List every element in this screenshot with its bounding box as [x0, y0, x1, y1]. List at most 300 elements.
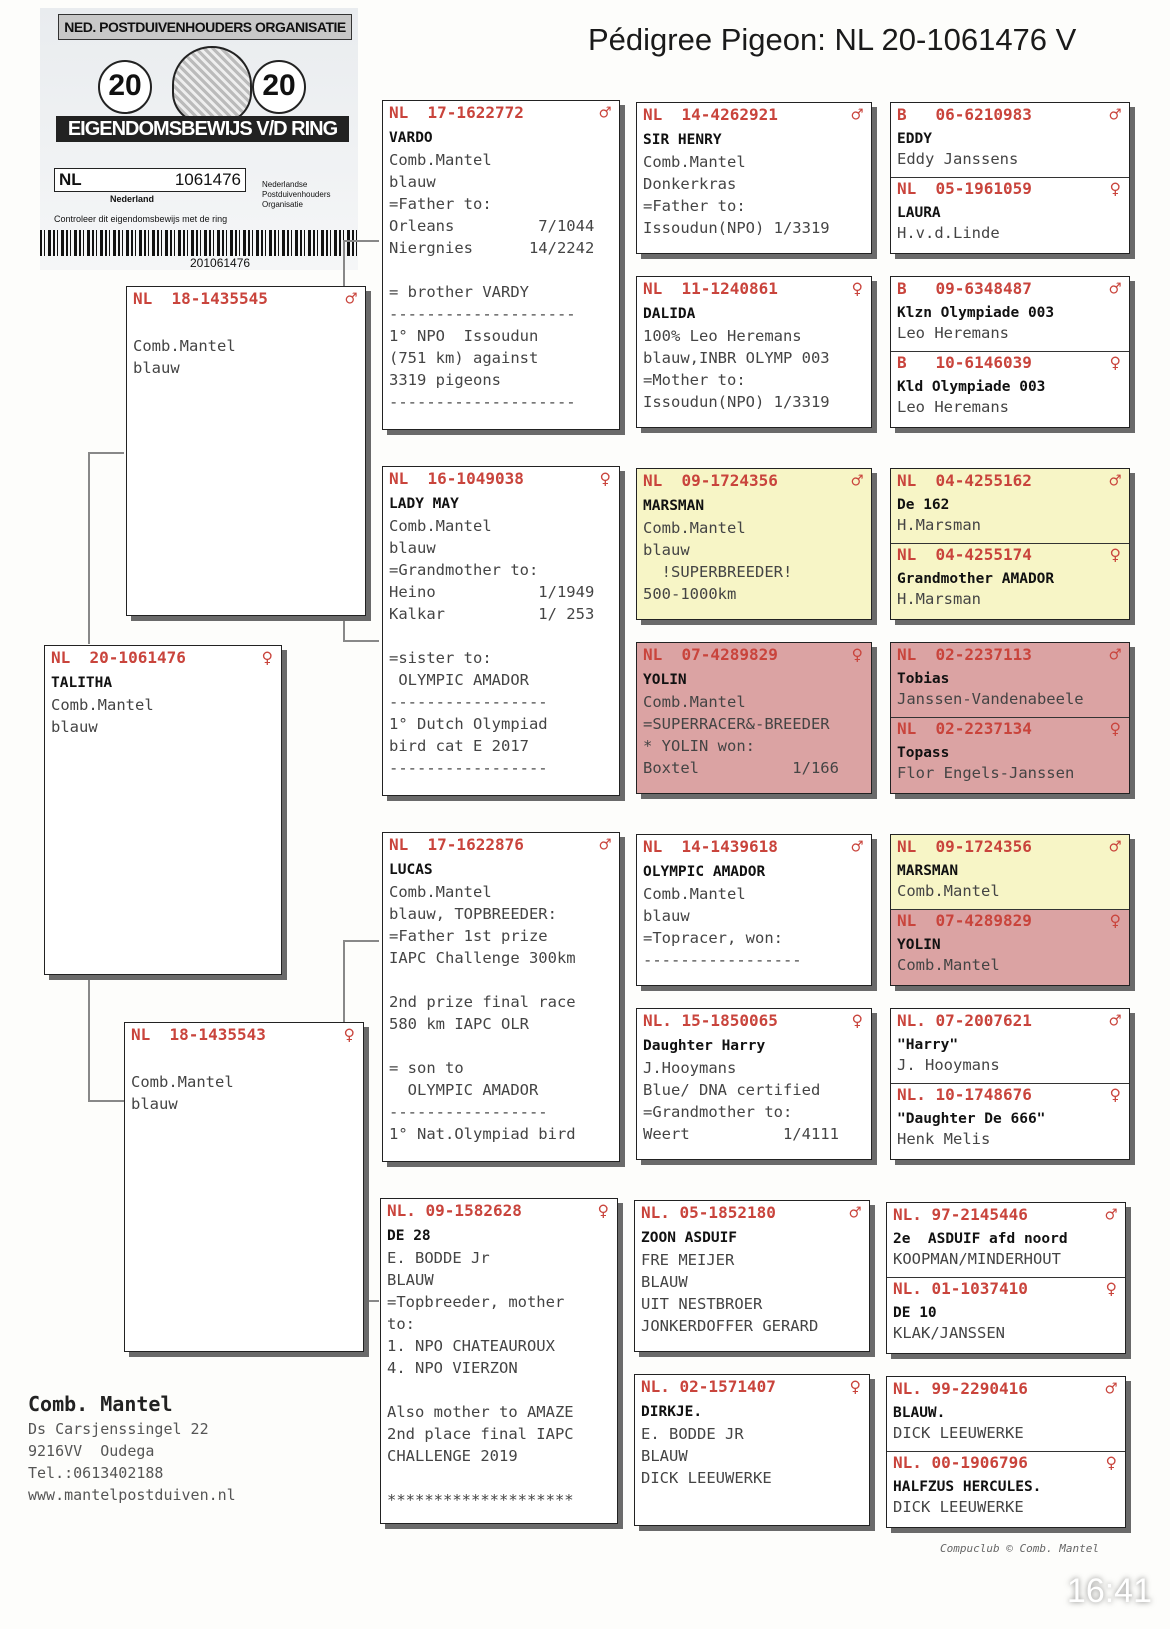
pigeon-detail-line: blauw [51, 718, 98, 736]
pigeon-detail-line: J. Hooymans [897, 1056, 1000, 1074]
pedigree-card-mfm [636, 1008, 872, 1160]
pigeon-detail-line: ----------------- [389, 693, 548, 711]
ring-label: B 06-6210983 [897, 105, 1032, 124]
pigeon-detail-line: blauw, TOPBREEDER: [389, 905, 557, 923]
pigeon-name: De 162 [897, 497, 950, 513]
pigeon-detail-line: bird cat E 2017 [389, 737, 529, 755]
pigeon-detail-line: Comb.Mantel [643, 153, 746, 171]
page-title: Pédigree Pigeon: NL 20-1061476 V [588, 22, 1077, 57]
pigeon-detail-line: 1° Dutch Olympiad [389, 715, 548, 733]
sex-icon: ♂ [851, 104, 863, 126]
pigeon-detail-line: blauw,INBR OLYMP 003 [643, 349, 830, 367]
pigeon-detail-line: DICK LEEUWERKE [893, 1424, 1024, 1442]
pigeon-detail-line: blauw [389, 539, 436, 557]
pigeon-detail-line: Comb.Mantel [643, 519, 746, 537]
pigeon-name: Klzn Olympiade 003 [897, 305, 1055, 321]
sex-icon: ♀ [261, 647, 273, 669]
ring-label: NL 18-1435543 [131, 1025, 266, 1044]
pedigree-card-mmm [634, 1374, 870, 1526]
ring-number [893, 1453, 1117, 1475]
pigeon-detail-line: FRE MEIJER [641, 1251, 735, 1269]
pigeon-detail-line: Boxtel 1/166 [643, 759, 839, 777]
sex-icon: ♂ [1109, 836, 1121, 858]
pigeon-entry [891, 1009, 1129, 1083]
certificate-npo-text: Nederlandse Postduivenhouders Organisatie [262, 180, 331, 209]
ring-label: NL 05-1961059 [897, 179, 1032, 198]
pigeon-detail-line: 100% Leo Heremans [643, 327, 802, 345]
pigeon-detail-line: (751 km) against [389, 349, 539, 367]
pigeon-detail-line: blauw [389, 173, 436, 191]
pedigree-card-father [126, 286, 366, 616]
pedigree-pair-card [886, 1202, 1126, 1354]
certificate-year-left: 20 [98, 60, 152, 114]
pigeon-entry [891, 643, 1129, 717]
sex-icon: ♂ [1105, 1204, 1117, 1226]
pedigree-pair-card [890, 276, 1130, 428]
pedigree-card-fm [382, 466, 620, 796]
sex-icon: ♀ [1109, 718, 1121, 740]
ring-number [893, 1279, 1117, 1301]
ring-label: NL 20-1061476 [51, 648, 186, 667]
sex-icon: ♀ [1109, 910, 1121, 932]
pedigree-card-fmm [636, 642, 872, 794]
pigeon-detail-line: -------------------- [389, 393, 576, 411]
sex-icon: ♀ [851, 1010, 863, 1032]
certificate-check-text: Controleer dit eigendomsbewijs met de ring [54, 214, 228, 224]
pigeon-detail-line: 2nd place final IAPC [387, 1425, 574, 1443]
pigeon-name: EDDY [897, 131, 932, 147]
ring-label: NL. 97-2145446 [893, 1205, 1028, 1224]
pigeon-entry [887, 1377, 1125, 1451]
pigeon-detail-line: blauw [133, 359, 180, 377]
pigeon-entry [383, 833, 619, 1163]
pigeon-detail-line: = brother VARDY [389, 283, 529, 301]
pedigree-pair-card [890, 834, 1130, 986]
pigeon-detail-line: Comb.Mantel [389, 883, 492, 901]
pigeon-entry [383, 101, 619, 431]
sex-icon: ♀ [1109, 352, 1121, 374]
pigeon-detail-line: !SUPERBREEDER! [643, 563, 793, 581]
pigeon-detail-line: =Topracer, won: [643, 929, 783, 947]
pigeon-entry [891, 543, 1129, 617]
ring-number [897, 179, 1121, 201]
ring-number [643, 105, 863, 127]
pigeon-detail-line: =sister to: [389, 649, 492, 667]
pigeon-detail-line: Comb.Mantel [131, 1073, 234, 1091]
sex-icon: ♂ [1109, 644, 1121, 666]
pigeon-name: Grandmother AMADOR [897, 571, 1055, 587]
ring-label: NL. 09-1582628 [387, 1201, 522, 1220]
pigeon-detail-line: 3319 pigeons [389, 371, 501, 389]
pigeon-detail-line: =Mother to: [643, 371, 746, 389]
pigeon-entry [383, 467, 619, 797]
pigeon-detail-line [389, 625, 613, 647]
pigeon-name: LADY MAY [389, 496, 459, 512]
pigeon-detail-line: 500-1000km [643, 585, 737, 603]
pigeon-detail-line: Comb.Mantel [897, 882, 1000, 900]
pigeon-detail-line: DICK LEEUWERKE [641, 1469, 772, 1487]
pigeon-detail-line: 1° Nat.Olympiad bird [389, 1125, 576, 1143]
pigeon-name: "Harry" [897, 1037, 959, 1053]
ring-number [897, 471, 1121, 493]
pigeon-detail-line: Orleans 7/1044 [389, 217, 595, 235]
pigeon-entry [635, 1201, 869, 1353]
pigeon-name: Topass [897, 745, 950, 761]
pedigree-card-mother [124, 1022, 364, 1352]
pigeon-detail-line [387, 1467, 611, 1489]
pigeon-detail-line: CHALLENGE 2019 [387, 1447, 518, 1465]
pigeon-detail-line: IAPC Challenge 300km [389, 949, 576, 967]
certificate-org: NED. POSTDUIVENHOUDERS ORGANISATIE [58, 14, 352, 40]
lion-crest-icon [172, 46, 252, 124]
pigeon-detail-line: Heino 1/1949 [389, 583, 595, 601]
pigeon-detail-line: 580 km IAPC OLR [389, 1015, 529, 1033]
ring-label: NL 14-1439618 [643, 837, 778, 856]
sex-icon: ♂ [345, 288, 357, 310]
sex-icon: ♂ [1109, 278, 1121, 300]
pigeon-detail-line: blauw [131, 1095, 178, 1113]
ring-label: NL. 07-2007621 [897, 1011, 1032, 1030]
pigeon-detail-line: Issoudun(NPO) 1/3319 [643, 219, 830, 237]
pigeon-detail-line: J.Hooymans [643, 1059, 737, 1077]
ring-number [897, 545, 1121, 567]
ring-number [893, 1205, 1117, 1227]
ring-number [389, 835, 611, 857]
ring-number [387, 1201, 609, 1223]
pedigree-pair-card [890, 1008, 1130, 1160]
pigeon-entry [891, 351, 1129, 425]
ring-number [389, 469, 611, 491]
pigeon-detail-line: E. BODDE JR [641, 1425, 744, 1443]
sex-icon: ♀ [1109, 1084, 1121, 1106]
ring-label: NL. 15-1850065 [643, 1011, 778, 1030]
pigeon-entry [45, 646, 281, 976]
sex-icon: ♂ [599, 834, 611, 856]
pigeon-entry [891, 469, 1129, 543]
pigeon-detail-line: Henk Melis [897, 1130, 991, 1148]
pigeon-entry [891, 717, 1129, 791]
pigeon-name: Kld Olympiade 003 [897, 379, 1046, 395]
ring-number [897, 1011, 1121, 1033]
pigeon-detail-line: UIT NESTBROER [641, 1295, 763, 1313]
pigeon-detail-line: BLAUW [387, 1271, 434, 1289]
ring-label: NL. 01-1037410 [893, 1279, 1028, 1298]
pigeon-entry [887, 1203, 1125, 1277]
pigeon-entry [891, 1083, 1129, 1157]
pigeon-detail-line: ----------------- [643, 951, 802, 969]
pigeon-detail-line: ******************** [387, 1491, 574, 1509]
pigeon-detail-line: Leo Heremans [897, 324, 1009, 342]
pigeon-entry [637, 835, 871, 987]
pigeon-detail-line: Comb.Mantel [389, 151, 492, 169]
pigeon-detail-line: to: [387, 1315, 415, 1333]
pigeon-detail-line: Comb.Mantel [897, 956, 1000, 974]
pigeon-name: VARDO [389, 130, 433, 146]
pigeon-detail-line: DICK LEEUWERKE [893, 1498, 1024, 1516]
pigeon-name: Daughter Harry [643, 1038, 766, 1054]
pedigree-card-ff [382, 100, 620, 430]
sex-icon: ♂ [599, 102, 611, 124]
ring-number [389, 103, 611, 125]
pigeon-detail-line: KLAK/JANSSEN [893, 1324, 1005, 1342]
sex-icon: ♀ [1109, 178, 1121, 200]
pigeon-name: SIR HENRY [643, 132, 722, 148]
breeder-website[interactable]: www.mantelpostduiven.nl [28, 1486, 236, 1504]
pigeon-name: DIRKJE. [641, 1404, 703, 1420]
pigeon-detail-line: Comb.Mantel [51, 696, 154, 714]
ring-label: NL. 00-1906796 [893, 1453, 1028, 1472]
ring-number [643, 645, 863, 667]
ring-label: NL 17-1622876 [389, 835, 524, 854]
pigeon-detail-line: BLAUW [641, 1273, 688, 1291]
ring-number [897, 1085, 1121, 1107]
pedigree-card-mf [382, 832, 620, 1162]
ring-number [643, 837, 863, 859]
ring-label: NL. 99-2290416 [893, 1379, 1028, 1398]
pigeon-detail-line: E. BODDE Jr [387, 1249, 490, 1267]
ring-number [643, 1011, 863, 1033]
ring-label: NL 09-1724356 [643, 471, 778, 490]
sex-icon: ♀ [1105, 1452, 1117, 1474]
pigeon-detail-line: =SUPERRACER&-BREEDER [643, 715, 830, 733]
ring-number [897, 837, 1121, 859]
pigeon-entry [887, 1451, 1125, 1525]
ring-label: NL 04-4255162 [897, 471, 1032, 490]
pigeon-detail-line: = son to [389, 1059, 464, 1077]
certificate-country: NL [59, 170, 82, 189]
pigeon-detail-line: KOOPMAN/MINDERHOUT [893, 1250, 1061, 1268]
pigeon-name: "Daughter De 666" [897, 1111, 1046, 1127]
pedigree-card-fff [636, 102, 872, 254]
ring-label: NL. 10-1748676 [897, 1085, 1032, 1104]
pigeon-name: YOLIN [643, 672, 687, 688]
pigeon-name: BLAUW. [893, 1405, 946, 1421]
pigeon-detail-line: =Father to: [643, 197, 746, 215]
pedigree-pair-card [886, 1376, 1126, 1528]
pigeon-detail-line: ----------------- [389, 1103, 548, 1121]
pigeon-detail-line: 1. NPO CHATEAUROUX [387, 1337, 555, 1355]
sex-icon: ♀ [849, 1376, 861, 1398]
pigeon-detail-line: =Topbreeder, mother [387, 1293, 565, 1311]
pigeon-name: TALITHA [51, 675, 113, 691]
pigeon-detail-line: =Father 1st prize [389, 927, 548, 945]
ring-label: NL 11-1240861 [643, 279, 778, 298]
pigeon-entry [125, 1023, 363, 1353]
ring-certificate [40, 8, 358, 270]
pigeon-name: MARSMAN [643, 498, 705, 514]
pigeon-detail-line [387, 1379, 611, 1401]
pigeon-name: MARSMAN [897, 863, 959, 879]
pigeon-entry [381, 1199, 617, 1525]
pigeon-detail-line: 1° NPO Issoudun [389, 327, 539, 345]
ring-number [897, 911, 1121, 933]
certificate-country-name: Nederland [110, 194, 155, 204]
pigeon-detail-line: Comb.Mantel [133, 337, 236, 355]
breeder-phone: Tel.:0613402188 [28, 1464, 164, 1482]
pigeon-name: Tobias [897, 671, 950, 687]
pigeon-detail-line: =Father to: [389, 195, 492, 213]
ring-number [897, 645, 1121, 667]
sex-icon: ♂ [1109, 104, 1121, 126]
breeder-address: Ds Carsjenssingel 22 [28, 1420, 209, 1438]
pigeon-entry [891, 277, 1129, 351]
pigeon-entry [637, 103, 871, 255]
pigeon-detail-line: 4. NPO VIERZON [387, 1359, 518, 1377]
pigeon-name: DE 10 [893, 1305, 937, 1321]
pigeon-detail-line: Eddy Janssens [897, 150, 1019, 168]
pigeon-detail-line: Donkerkras [643, 175, 737, 193]
pigeon-entry [891, 835, 1129, 909]
barcode-number: 201061476 [190, 256, 251, 270]
pigeon-detail-line: Kalkar 1/ 253 [389, 605, 595, 623]
pigeon-detail-line: H.v.d.Linde [897, 224, 1000, 242]
pigeon-entry [637, 469, 871, 621]
pigeon-name: OLYMPIC AMADOR [643, 864, 766, 880]
ring-number [643, 471, 863, 493]
pedigree-card-ffm [636, 276, 872, 428]
pigeon-detail-line: Also mother to AMAZE [387, 1403, 574, 1421]
pedigree-card-fmf [636, 468, 872, 620]
sex-icon: ♀ [597, 1200, 609, 1222]
pigeon-detail-line: Blue/ DNA certified [643, 1081, 821, 1099]
pedigree-pair-card [890, 642, 1130, 794]
ring-label: NL 09-1724356 [897, 837, 1032, 856]
pigeon-detail-line: Leo Heremans [897, 398, 1009, 416]
certificate-band: EIGENDOMSBEWIJS V/D RING [56, 116, 349, 142]
ring-number [893, 1379, 1117, 1401]
pedigree-card-mff [636, 834, 872, 986]
pigeon-entry [637, 1009, 871, 1161]
ring-label: NL. 02-1571407 [641, 1377, 776, 1396]
pigeon-detail-line: Comb.Mantel [643, 885, 746, 903]
pigeon-name: ZOON ASDUIF [641, 1230, 738, 1246]
pigeon-detail-line: * YOLIN won: [643, 737, 755, 755]
sex-icon: ♀ [851, 278, 863, 300]
pigeon-entry [891, 103, 1129, 177]
sex-icon: ♀ [851, 644, 863, 666]
ring-number [897, 105, 1121, 127]
pigeon-detail-line: =Grandmother to: [389, 561, 539, 579]
ring-label: NL 18-1435545 [133, 289, 268, 308]
pigeon-name [131, 1049, 357, 1071]
ring-label: NL 16-1049038 [389, 469, 524, 488]
pigeon-detail-line: Weert 1/4111 [643, 1125, 839, 1143]
ring-number [897, 353, 1121, 375]
pigeon-entry [887, 1277, 1125, 1351]
pigeon-detail-line: blauw [643, 907, 690, 925]
pigeon-name: DE 28 [387, 1228, 431, 1244]
pigeon-entry [637, 277, 871, 429]
sex-icon: ♂ [849, 1202, 861, 1224]
pigeon-entry [127, 287, 365, 617]
pigeon-entry [891, 177, 1129, 251]
pigeon-detail-line: Flor Engels-Janssen [897, 764, 1075, 782]
pigeon-detail-line: 2nd prize final race [389, 993, 576, 1011]
pigeon-entry [891, 909, 1129, 983]
pigeon-detail-line: H.Marsman [897, 516, 981, 534]
sex-icon: ♂ [1105, 1378, 1117, 1400]
certificate-year-right: 20 [252, 60, 306, 114]
pedigree-card-subject [44, 645, 282, 975]
pigeon-name: DALIDA [643, 306, 696, 322]
ring-number [897, 279, 1121, 301]
pigeon-detail-line: BLAUW [641, 1447, 688, 1465]
ring-label: NL 07-4289829 [897, 911, 1032, 930]
sex-icon: ♀ [343, 1024, 355, 1046]
pedigree-pair-card [890, 102, 1130, 254]
ring-label: NL 02-2237134 [897, 719, 1032, 738]
pigeon-detail-line [389, 259, 613, 281]
pigeon-name: YOLIN [897, 937, 941, 953]
pigeon-name: HALFZUS HERCULES. [893, 1479, 1042, 1495]
pigeon-entry [637, 643, 871, 795]
pigeon-entry [635, 1375, 869, 1527]
pigeon-detail-line: H.Marsman [897, 590, 981, 608]
pigeon-detail-line: OLYMPIC AMADOR [389, 671, 529, 689]
pedigree-card-mm [380, 1198, 618, 1524]
pedigree-pair-card [890, 468, 1130, 620]
pigeon-detail-line: OLYMPIC AMADOR [389, 1081, 539, 1099]
sex-icon: ♀ [1105, 1278, 1117, 1300]
sex-icon: ♂ [1109, 470, 1121, 492]
pigeon-name: LUCAS [389, 862, 433, 878]
pigeon-detail-line: -------------------- [389, 305, 576, 323]
barcode [40, 230, 358, 256]
pigeon-detail-line: JONKERDOFFER GERARD [641, 1317, 819, 1335]
sex-icon: ♀ [599, 468, 611, 490]
pigeon-name [133, 313, 359, 335]
sex-icon: ♂ [851, 470, 863, 492]
certificate-ring-number: 1061476 [174, 170, 241, 189]
pigeon-name: 2e ASDUIF afd noord [893, 1231, 1068, 1247]
ring-number [641, 1203, 861, 1225]
certificate-ring-box [54, 168, 246, 192]
ring-label: B 09-6348487 [897, 279, 1032, 298]
pigeon-detail-line: Comb.Mantel [643, 693, 746, 711]
pigeon-detail-line [389, 1035, 613, 1057]
breeder-info [28, 1390, 236, 1506]
ring-label: B 10-6146039 [897, 353, 1032, 372]
pigeon-detail-line: =Grandmother to: [643, 1103, 793, 1121]
pigeon-detail-line: blauw [643, 541, 690, 559]
breeder-name: Comb. Mantel [28, 1392, 173, 1416]
sex-icon: ♂ [851, 836, 863, 858]
ring-label: NL 07-4289829 [643, 645, 778, 664]
pigeon-detail-line [389, 969, 613, 991]
pigeon-detail-line: Issoudun(NPO) 1/3319 [643, 393, 830, 411]
sex-icon: ♂ [1109, 1010, 1121, 1032]
ring-number [897, 719, 1121, 741]
ring-label: NL 14-4262921 [643, 105, 778, 124]
breeder-city: 9216VV Oudega [28, 1442, 155, 1460]
pigeon-detail-line: Comb.Mantel [389, 517, 492, 535]
pigeon-detail-line: ----------------- [389, 759, 548, 777]
pigeon-detail-line: Janssen-Vandenabeele [897, 690, 1084, 708]
ring-number [643, 279, 863, 301]
ring-number [131, 1025, 355, 1047]
ring-number [133, 289, 357, 311]
ring-label: NL 17-1622772 [389, 103, 524, 122]
sex-icon: ♀ [1109, 544, 1121, 566]
ring-label: NL 02-2237113 [897, 645, 1032, 664]
footer-credit: Compuclub © Comb. Mantel [940, 1542, 1099, 1555]
pigeon-name: LAURA [897, 205, 941, 221]
pigeon-detail-line: Niergnies 14/2242 [389, 239, 595, 257]
ring-label: NL 04-4255174 [897, 545, 1032, 564]
ring-number [51, 648, 273, 670]
ring-label: NL. 05-1852180 [641, 1203, 776, 1222]
ring-number [641, 1377, 861, 1399]
